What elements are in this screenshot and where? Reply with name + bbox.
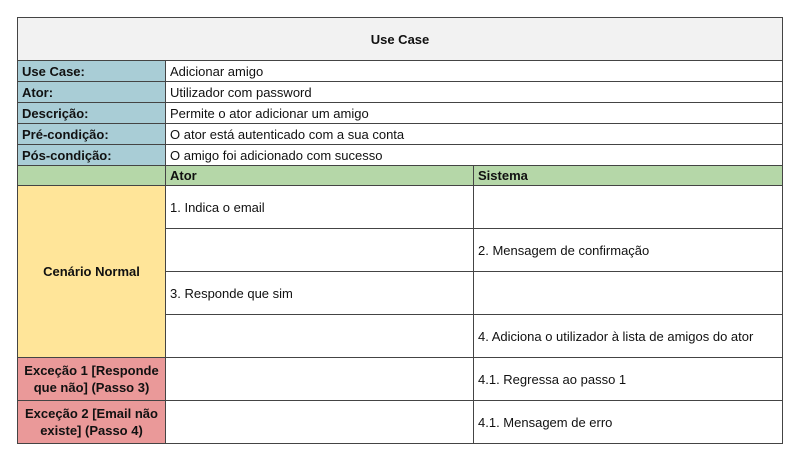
field-label-actor: Ator: xyxy=(18,82,166,103)
field-value-precondition: O ator está autenticado com a sua conta xyxy=(166,124,783,145)
header-blank-cell xyxy=(18,166,166,186)
normal-step-actor xyxy=(166,229,474,272)
exception-1-system: 4.1. Regressa ao passo 1 xyxy=(474,358,783,401)
normal-step-actor: 1. Indica o email xyxy=(166,186,474,229)
field-label-use-case: Use Case: xyxy=(18,61,166,82)
normal-scenario-label: Cenário Normal xyxy=(18,186,166,358)
normal-step-system xyxy=(474,272,783,315)
field-label-precondition: Pré-condição: xyxy=(18,124,166,145)
field-label-description: Descrição: xyxy=(18,103,166,124)
normal-step-system: 4. Adiciona o utilizador à lista de amigos do ator xyxy=(474,315,783,358)
column-header-system: Sistema xyxy=(474,166,783,186)
field-label-postcondition: Pós-condição: xyxy=(18,145,166,166)
table-title: Use Case xyxy=(18,18,783,61)
field-value-actor: Utilizador com password xyxy=(166,82,783,103)
column-header-actor: Ator xyxy=(166,166,474,186)
exception-2-actor xyxy=(166,401,474,444)
normal-step-actor xyxy=(166,315,474,358)
field-value-description: Permite o ator adicionar um amigo xyxy=(166,103,783,124)
exception-2-system: 4.1. Mensagem de erro xyxy=(474,401,783,444)
exception-1-label: Exceção 1 [Responde que não] (Passo 3) xyxy=(18,358,166,401)
field-value-use-case: Adicionar amigo xyxy=(166,61,783,82)
exception-2-label: Exceção 2 [Email não existe] (Passo 4) xyxy=(18,401,166,444)
field-value-postcondition: O amigo foi adicionado com sucesso xyxy=(166,145,783,166)
use-case-table xyxy=(17,17,783,444)
exception-1-actor xyxy=(166,358,474,401)
normal-step-system: 2. Mensagem de confirmação xyxy=(474,229,783,272)
normal-step-system xyxy=(474,186,783,229)
normal-step-actor: 3. Responde que sim xyxy=(166,272,474,315)
